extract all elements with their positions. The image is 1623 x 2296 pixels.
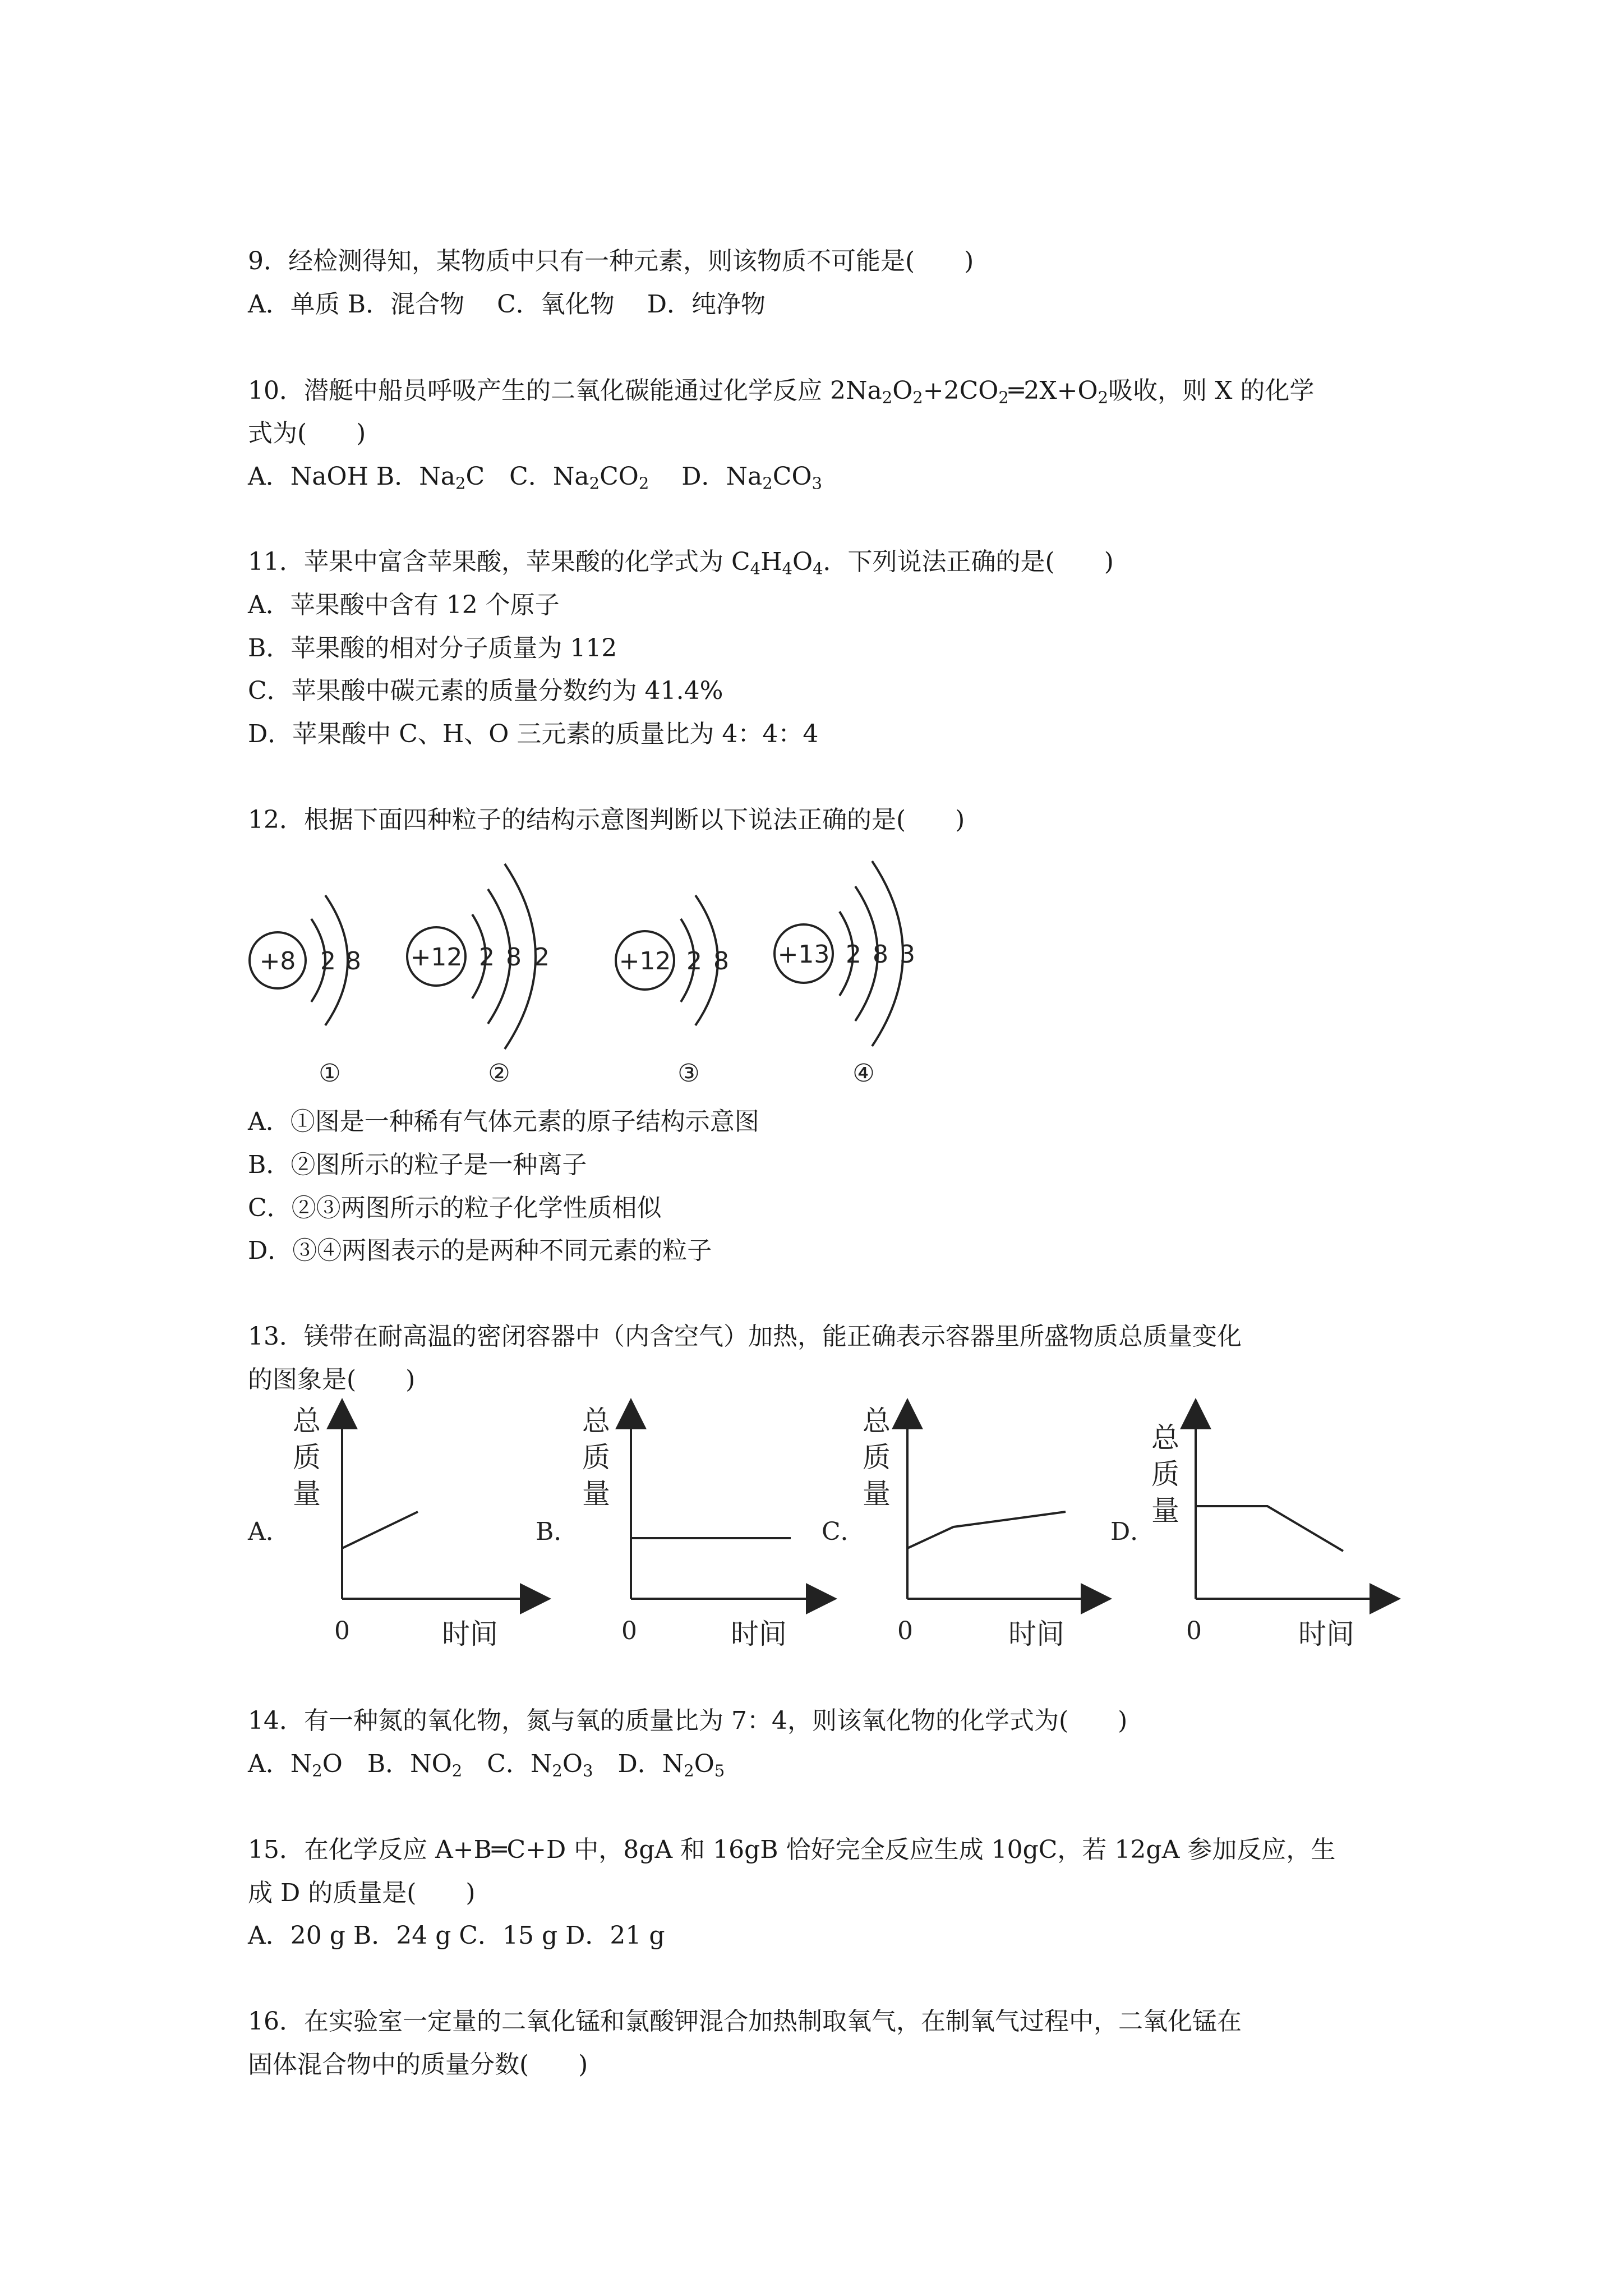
atom-1-shell-2: 8 bbox=[345, 947, 361, 976]
atom-1-shell-1: 2 bbox=[320, 947, 336, 976]
atom-2-shell-3: 2 bbox=[534, 943, 550, 972]
graph-b-xlabel: 时间 bbox=[731, 1618, 787, 1650]
atom-3-nucleus: +12 bbox=[619, 947, 671, 976]
graph-d-line bbox=[1196, 1506, 1343, 1551]
q10-stem-line1: 10．潜艇中船员呼吸产生的二氧化碳能通过化学反应 $2Na_2O_2+2CO_2═2X+O_2$吸收，则 X 的化学 bbox=[248, 376, 1315, 407]
q13-stem-line2: 的图象是( ) bbox=[248, 1365, 416, 1394]
q12-option-d: D．③④两图表示的是两种不同元素的粒子 bbox=[248, 1236, 712, 1265]
graph-b-ylabel-2: 质 bbox=[582, 1441, 610, 1474]
q10-options: A．NaOH B．$Na_2C$ C．$Na_2CO_2$ D．$Na_2CO_3$ bbox=[248, 462, 823, 493]
graph-d-option: D． bbox=[1110, 1517, 1155, 1546]
q11-option-c: C．苹果酸中碳元素的质量分数约为 41.4% bbox=[248, 677, 723, 705]
atom-diagram-3 bbox=[616, 895, 729, 1088]
q11-option-b: B．苹果酸的相对分子质量为 112 bbox=[248, 634, 617, 662]
atom-2-nucleus: +12 bbox=[410, 943, 463, 972]
atom-4-label: ④ bbox=[852, 1059, 875, 1088]
q15-stem-line2: 成 D 的质量是( ) bbox=[248, 1879, 476, 1907]
q12-stem: 12．根据下面四种粒子的结构示意图判断以下说法正确的是( ) bbox=[248, 806, 965, 834]
graph-c bbox=[822, 1405, 1096, 1650]
graph-b-origin: 0 bbox=[621, 1617, 637, 1645]
q9-stem: 9．经检测得知，某物质中只有一种元素，则该物质不可能是( ) bbox=[248, 247, 974, 275]
graph-a-ylabel-3: 量 bbox=[293, 1478, 321, 1510]
atom-1-nucleus: +8 bbox=[259, 947, 296, 976]
atom-3-shell-2: 8 bbox=[713, 947, 729, 976]
graph-b bbox=[536, 1405, 822, 1650]
atom-3-label: ③ bbox=[677, 1059, 700, 1088]
q12-option-a: A．①图是一种稀有气体元素的原子结构示意图 bbox=[248, 1107, 759, 1136]
graph-a-origin: 0 bbox=[334, 1617, 350, 1645]
graph-d-ylabel-1: 总 bbox=[1151, 1421, 1179, 1454]
q14-stem: 14．有一种氮的氧化物，氮与氧的质量比为 7：4，则该氧化物的化学式为( ) bbox=[248, 1706, 1128, 1735]
graph-c-ylabel-3: 量 bbox=[863, 1478, 891, 1510]
q12-option-b: B．②图所示的粒子是一种离子 bbox=[248, 1151, 587, 1179]
q11-stem: 11．苹果中富含苹果酸，苹果酸的化学式为 $C_4H_4O_4$．下列说法正确的是( ) bbox=[248, 547, 1114, 578]
graph-c-origin: 0 bbox=[897, 1617, 913, 1645]
atom-diagram-4 bbox=[774, 861, 915, 1088]
q16-stem-line1: 16．在实验室一定量的二氧化锰和氯酸钾混合加热制取氧气，在制氧气过程中，二氧化锰在 bbox=[248, 2007, 1242, 2036]
q14-options: A．$N_2O$ B．$NO_2$ C．$N_2O_3$ D．$N_2O_5$ bbox=[248, 1750, 725, 1780]
atom-diagram-2 bbox=[407, 864, 550, 1088]
graph-d-ylabel-3: 量 bbox=[1151, 1494, 1179, 1527]
q16-stem-line2: 固体混合物中的质量分数( ) bbox=[248, 2050, 588, 2079]
q11-option-a: A．苹果酸中含有 12 个原子 bbox=[248, 591, 560, 619]
atom-1-label: ① bbox=[319, 1059, 341, 1088]
graph-c-line bbox=[907, 1512, 1066, 1548]
graph-d-ylabel-2: 质 bbox=[1151, 1458, 1179, 1490]
graph-d bbox=[1110, 1414, 1385, 1650]
atom-4-shell-1: 2 bbox=[846, 940, 861, 969]
q11-option-d: D．苹果酸中 C、H、O 三元素的质量比为 4：4：4 bbox=[248, 720, 819, 748]
atom-4-nucleus: +13 bbox=[777, 940, 830, 969]
graph-a bbox=[247, 1405, 536, 1650]
graph-a-line bbox=[342, 1512, 418, 1548]
q15-options: A．20 g B．24 g C．15 g D．21 g bbox=[248, 1921, 665, 1950]
q15-stem-line1: 15．在化学反应 A+B═C+D 中，8gA 和 16gB 恰好完全反应生成 10gC，若 12gA 参加反应，生 bbox=[248, 1835, 1336, 1864]
atom-2-label: ② bbox=[488, 1059, 510, 1088]
graph-a-xlabel: 时间 bbox=[442, 1618, 498, 1650]
atom-diagram-1 bbox=[250, 895, 361, 1088]
graph-c-xlabel: 时间 bbox=[1008, 1618, 1064, 1650]
graph-d-origin: 0 bbox=[1186, 1617, 1202, 1645]
graph-d-xlabel: 时间 bbox=[1298, 1618, 1354, 1650]
graph-a-option: A． bbox=[248, 1517, 291, 1546]
graph-a-ylabel-2: 质 bbox=[293, 1441, 321, 1474]
graph-b-option: B． bbox=[536, 1517, 579, 1546]
q10-stem-line2: 式为( ) bbox=[248, 419, 366, 448]
atom-3-shell-1: 2 bbox=[686, 947, 702, 976]
atom-4-shell-3: 3 bbox=[900, 940, 915, 969]
q12-option-c: C．②③两图所示的粒子化学性质相似 bbox=[248, 1194, 662, 1222]
graph-a-ylabel-1: 总 bbox=[293, 1405, 321, 1437]
graph-c-ylabel-1: 总 bbox=[863, 1405, 891, 1437]
q13-stem-line1: 13．镁带在耐高温的密闭容器中（内含空气）加热，能正确表示容器里所盛物质总质量变化 bbox=[248, 1322, 1242, 1351]
atom-2-shell-1: 2 bbox=[479, 943, 495, 972]
atom-2-shell-2: 8 bbox=[506, 943, 522, 972]
atom-4-shell-2: 8 bbox=[873, 940, 888, 969]
graph-c-ylabel-2: 质 bbox=[863, 1441, 891, 1474]
graph-c-option: C． bbox=[822, 1517, 865, 1546]
q9-options: A．单质 B．混合物 C．氧化物 D．纯净物 bbox=[248, 290, 766, 319]
graph-b-ylabel-3: 量 bbox=[582, 1478, 610, 1510]
graph-b-ylabel-1: 总 bbox=[582, 1405, 610, 1437]
